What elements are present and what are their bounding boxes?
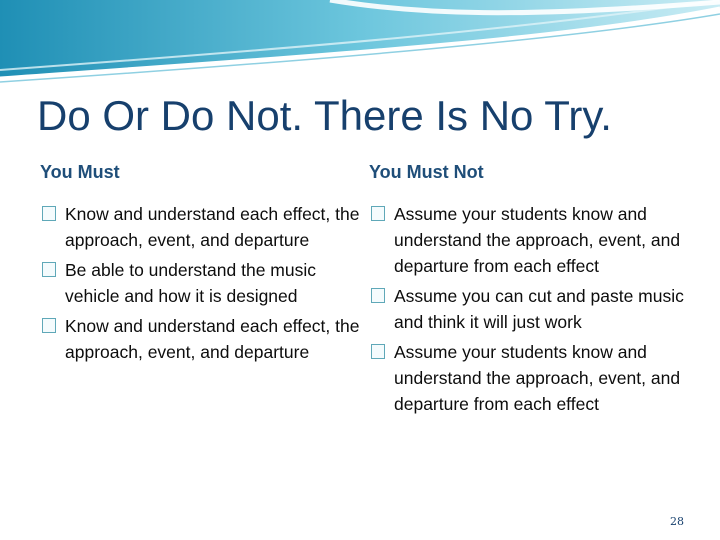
you-must-not-column xyxy=(369,160,699,421)
list-item-text: Know and understand each effect, the approach, event, and departure xyxy=(65,204,360,250)
list-item-text: Know and understand each effect, the approach, event, and departure xyxy=(65,316,360,362)
checkbox-bullet-icon xyxy=(42,262,56,277)
checkbox-bullet-icon xyxy=(371,288,385,303)
you-must-list xyxy=(40,201,370,365)
slide-title: Do Or Do Not. There Is No Try. xyxy=(37,92,612,139)
list-item-text: Assume you can cut and paste music and think it will just work xyxy=(394,286,684,332)
checkbox-bullet-icon xyxy=(42,206,56,221)
you-must-not-list xyxy=(369,201,699,417)
list-item xyxy=(40,313,370,365)
list-item xyxy=(369,201,699,279)
list-item-text: Assume your students know and understand the approach, event, and departure from each effect xyxy=(394,204,681,276)
list-item xyxy=(40,201,370,253)
checkbox-bullet-icon xyxy=(42,318,56,333)
list-item xyxy=(369,339,699,417)
list-item xyxy=(40,257,370,309)
list-item xyxy=(369,283,699,335)
checkbox-bullet-icon xyxy=(371,344,385,359)
list-item-text: Assume your students know and understand the approach, event, and departure from each effect xyxy=(394,342,681,414)
page-number: 28 xyxy=(670,515,684,528)
you-must-heading: You Must xyxy=(40,162,120,182)
you-must-not-heading: You Must Not xyxy=(369,162,484,182)
checkbox-bullet-icon xyxy=(371,206,385,221)
list-item-text: Be able to understand the music vehicle and how it is designed xyxy=(65,260,316,306)
header-wave-decoration xyxy=(0,0,720,90)
you-must-column xyxy=(40,160,370,369)
